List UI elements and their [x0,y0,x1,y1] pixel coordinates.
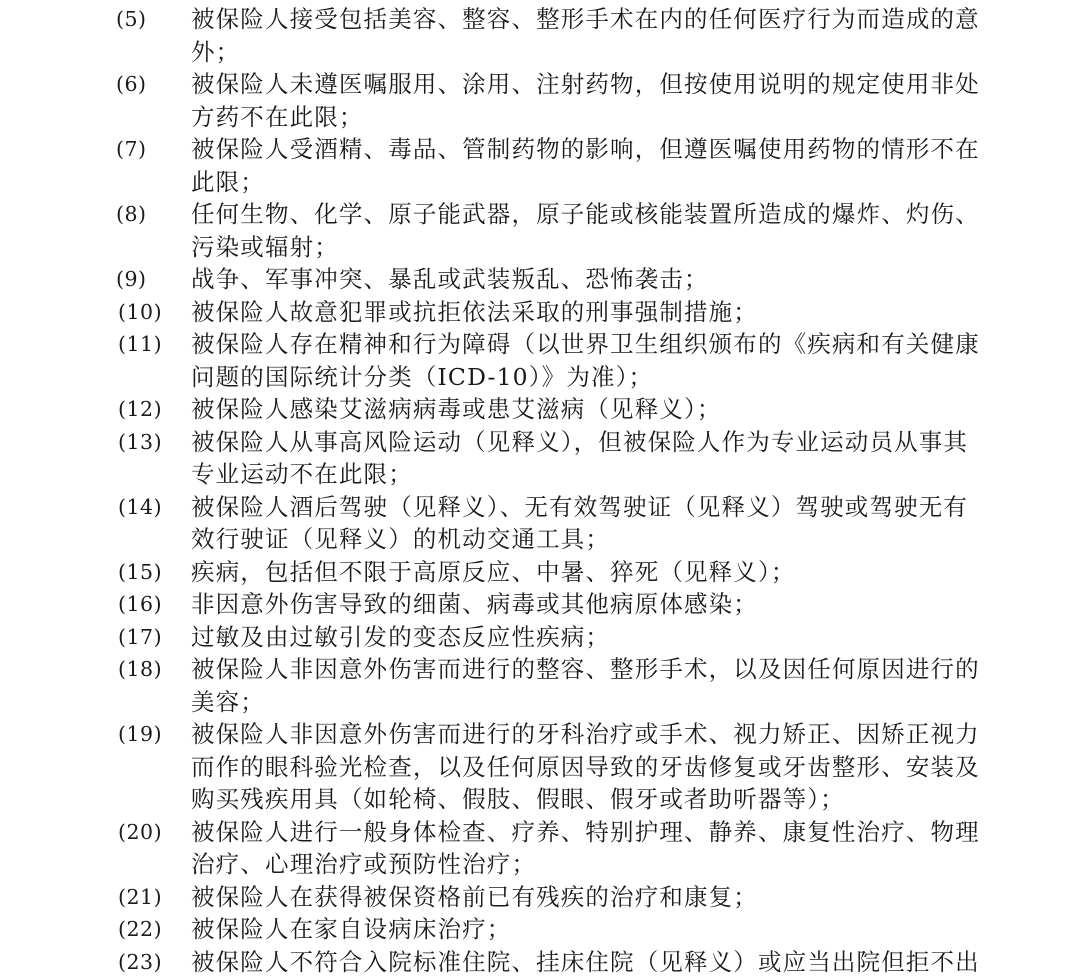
clause-text-line: 此限； [191,166,973,199]
clause-number: (7) [116,133,186,166]
clause-item [0,621,1080,654]
clause-text [191,913,973,946]
clause-number: (21) [118,881,188,914]
clause-text-line: 被保险人接受包括美容、整容、整形手术在内的任何医疗行为而造成的意 [191,3,973,36]
clause-number: (18) [118,653,188,686]
clause-text-line: 非因意外伤害导致的细菌、病毒或其他病原体感染； [191,588,973,621]
clause-text-line: 被保险人非因意外伤害而进行的牙科治疗或手术、视力矫正、因矫正视力 [191,718,973,751]
clause-text [191,653,973,718]
clause-text-line: 被保险人不符合入院标准住院、挂床住院（见释义）或应当出院但拒不出 [191,946,973,978]
clause-text-line: 被保险人非因意外伤害而进行的整容、整形手术，以及因任何原因进行的 [191,653,973,686]
clause-text-line: 外； [191,36,973,69]
clause-item [0,588,1080,621]
clause-text [191,328,973,393]
clause-text-line: 被保险人从事高风险运动（见释义），但被保险人作为专业运动员从事其 [191,426,973,459]
clause-item [0,556,1080,589]
clause-number: (19) [118,718,188,751]
clause-text [191,718,973,816]
clause-text [191,816,973,881]
clause-text [191,621,973,654]
clause-text [191,426,973,491]
clause-number: (16) [118,588,188,621]
clause-number: (22) [118,913,188,946]
clause-number: (15) [118,556,188,589]
clause-item [0,491,1080,556]
clause-number: (17) [118,621,188,654]
clause-text [191,68,973,133]
clause-text-line: 被保险人在获得被保资格前已有残疾的治疗和康复； [191,881,973,914]
clause-text-line: 美容； [191,686,973,719]
clause-text [191,946,973,978]
clause-text-line: 效行驶证（见释义）的机动交通工具； [191,523,973,556]
clause-item [0,653,1080,718]
clause-number: (11) [118,328,188,361]
clause-text-line: 污染或辐射； [191,231,973,264]
clause-text-line: 方药不在此限； [191,101,973,134]
clause-number: (5) [116,3,186,36]
clause-text [191,263,973,296]
clause-text-line: 被保险人感染艾滋病病毒或患艾滋病（见释义）； [191,393,973,426]
clause-text-line: 疾病，包括但不限于高原反应、中暑、猝死（见释义）； [191,556,973,589]
clause-number: (23) [118,946,188,978]
clause-text-line: 被保险人进行一般身体检查、疗养、特别护理、静养、康复性治疗、物理 [191,816,973,849]
clause-number: (10) [118,296,188,329]
clause-text-line: 被保险人故意犯罪或抗拒依法采取的刑事强制措施； [191,296,973,329]
clause-item [0,426,1080,491]
clause-number: (14) [118,491,188,524]
clause-number: (8) [116,198,186,231]
clause-item [0,198,1080,263]
clause-text [191,198,973,263]
clause-text [191,393,973,426]
clause-text [191,556,973,589]
exclusion-clause-list [0,3,1080,978]
clause-item [0,263,1080,296]
clause-item [0,881,1080,914]
clause-text-line: 战争、军事冲突、暴乱或武装叛乱、恐怖袭击； [191,263,973,296]
clause-item [0,946,1080,978]
clause-item [0,913,1080,946]
clause-text-line: 购买残疾用具（如轮椅、假肢、假眼、假牙或者助听器等）； [191,783,973,816]
clause-number: (20) [118,816,188,849]
clause-number: (6) [116,68,186,101]
clause-text [191,133,973,198]
clause-item [0,718,1080,816]
clause-text-line: 而作的眼科验光检查，以及任何原因导致的牙齿修复或牙齿整形、安装及 [191,751,973,784]
clause-text [191,881,973,914]
clause-number: (9) [116,263,186,296]
clause-item [0,393,1080,426]
clause-text-line: 专业运动不在此限； [191,458,973,491]
clause-text [191,296,973,329]
clause-text [191,3,973,68]
clause-text-line: 治疗、心理治疗或预防性治疗； [191,848,973,881]
clause-text [191,491,973,556]
clause-item [0,68,1080,133]
clause-number: (13) [118,426,188,459]
clause-item [0,328,1080,393]
clause-text-line: 任何生物、化学、原子能武器，原子能或核能装置所造成的爆炸、灼伤、 [191,198,973,231]
clause-text-line: 问题的国际统计分类（ICD-10）》为准）； [191,361,973,394]
clause-text-line: 被保险人受酒精、毒品、管制药物的影响，但遵医嘱使用药物的情形不在 [191,133,973,166]
clause-item [0,3,1080,68]
clause-text-line: 被保险人酒后驾驶（见释义）、无有效驾驶证（见释义）驾驶或驾驶无有 [191,491,973,524]
clause-number: (12) [118,393,188,426]
clause-text-line: 被保险人存在精神和行为障碍（以世界卫生组织颁布的《疾病和有关健康 [191,328,973,361]
clause-item [0,133,1080,198]
clause-text-line: 过敏及由过敏引发的变态反应性疾病； [191,621,973,654]
clause-text-line: 被保险人在家自设病床治疗； [191,913,973,946]
clause-text-line: 被保险人未遵医嘱服用、涂用、注射药物，但按使用说明的规定使用非处 [191,68,973,101]
clause-item [0,296,1080,329]
clause-text [191,588,973,621]
clause-item [0,816,1080,881]
